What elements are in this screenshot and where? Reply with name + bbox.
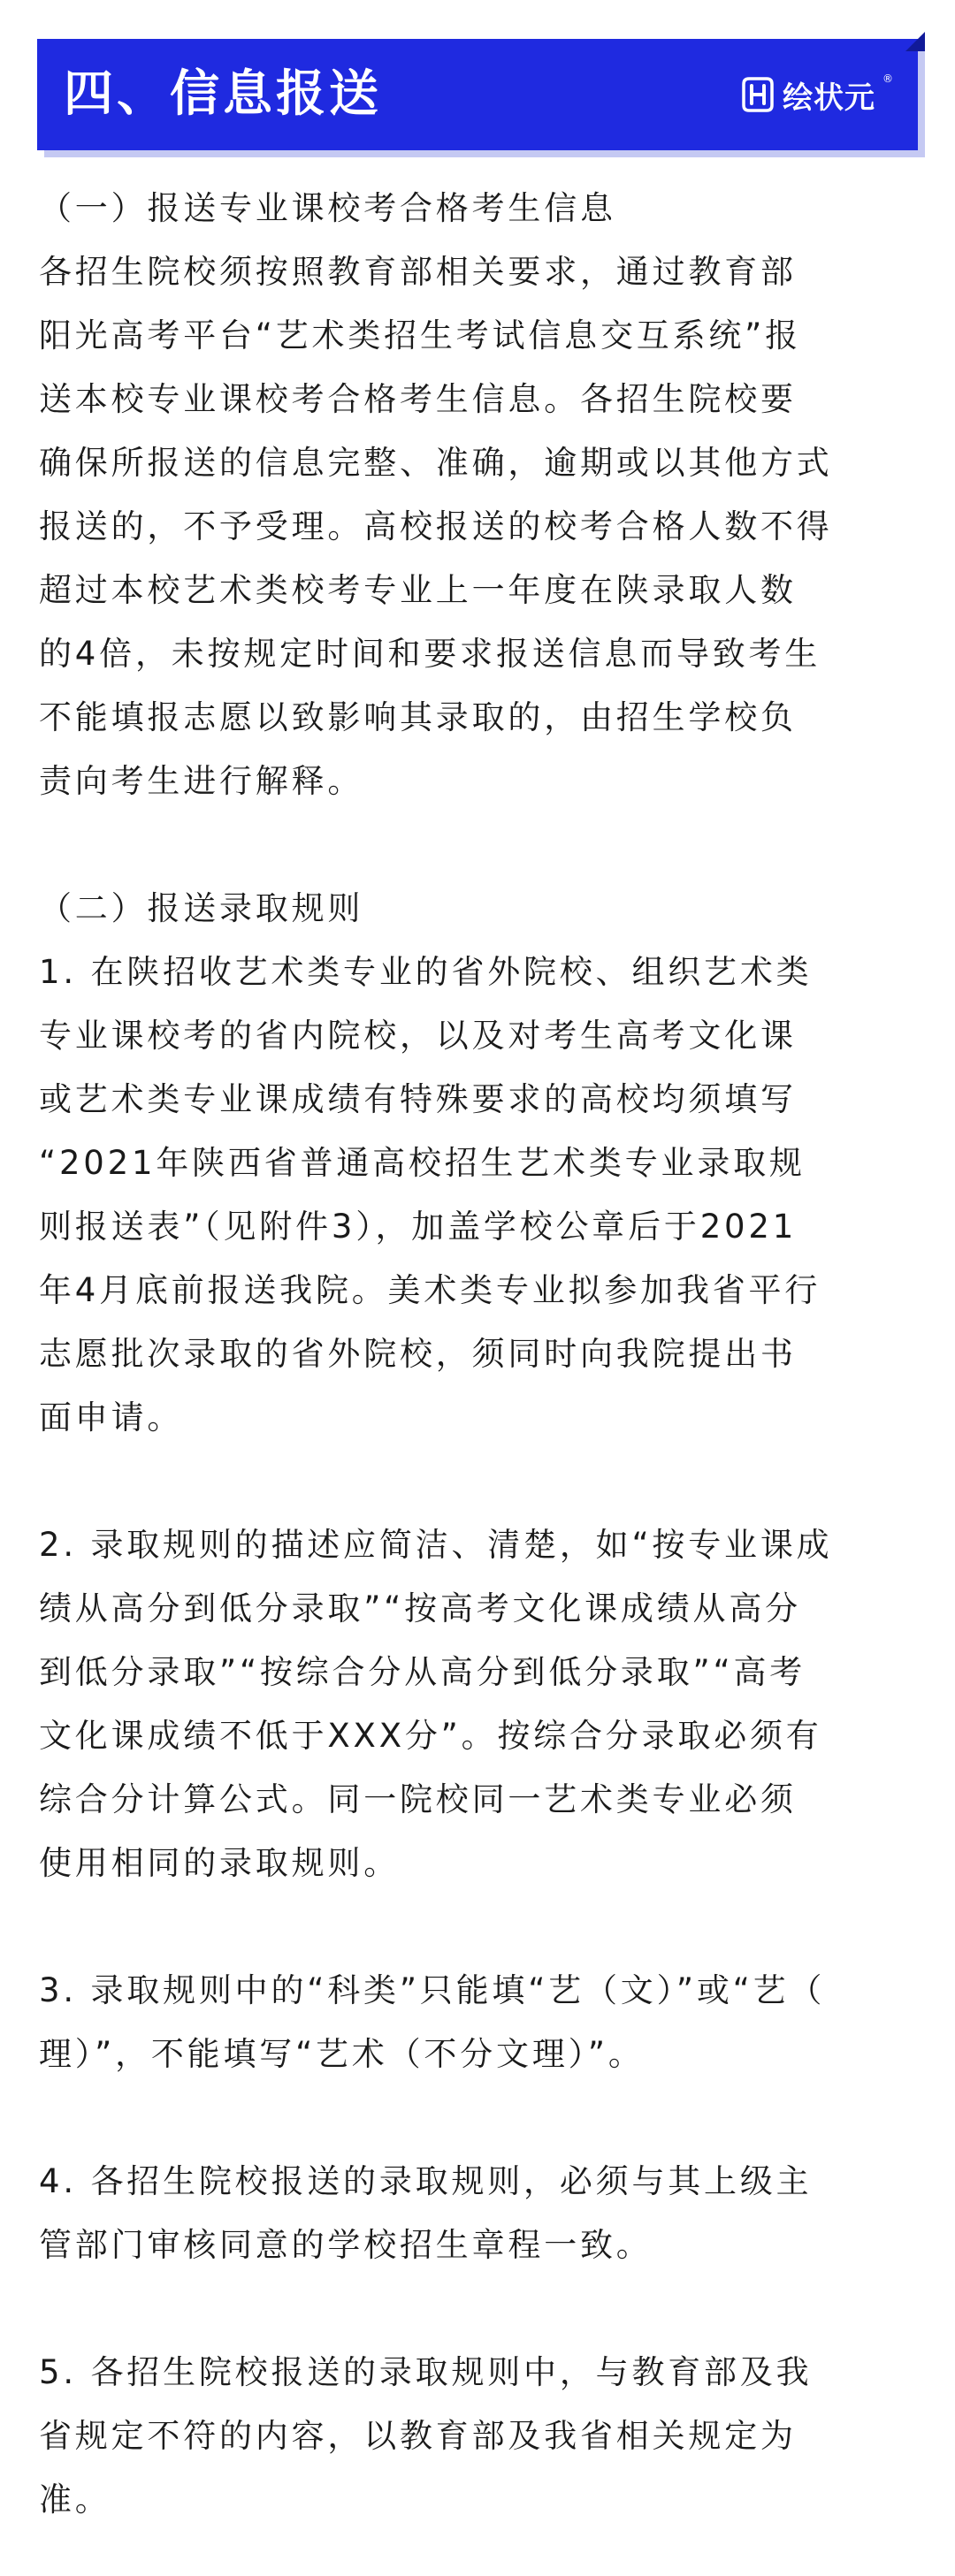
banner-background [37, 39, 918, 150]
paragraph-spacer [39, 813, 920, 877]
brand-logo [740, 72, 893, 117]
paragraph-spacer [39, 1450, 920, 1513]
text-line: 则报送表”（见附件3），加盖学校公章后于2021 [39, 1208, 798, 1246]
paragraph-rule-2 [39, 1513, 920, 1895]
text-line: 文化课成绩不低于XXX分”。按综合分录取必须有 [39, 1717, 822, 1755]
document-body [39, 177, 920, 2532]
text-line: 准。 [39, 2481, 111, 2519]
logo-text: 绘状元 [783, 80, 875, 116]
paragraph-rule-3 [39, 1959, 920, 2086]
logo-registered-mark: ® [882, 72, 893, 85]
logo-mark-icon [740, 75, 775, 114]
text-line: 综合分计算公式。同一院校同一艺术类专业必须 [39, 1780, 797, 1818]
text-line: 阳光高考平台“艺术类招生考试信息交互系统”报 [39, 316, 801, 354]
text-line: 到低分录取”“按综合分从高分到低分录取”“高考 [39, 1653, 806, 1691]
paragraph-rule-4 [39, 2150, 920, 2277]
text-line: 面申请。 [39, 1399, 184, 1437]
banner-corner-fold [905, 32, 925, 51]
text-line: 4. 各招生院校报送的录取规则，必须与其上级主 [39, 2162, 813, 2200]
text-line: （二）报送录取规则 [39, 889, 364, 927]
text-line: 1. 在陕招收艺术类专业的省外院校、组织艺术类 [39, 953, 813, 991]
text-line: 报送的，不予受理。高校报送的校考合格人数不得 [39, 507, 833, 545]
text-line: 理）”，不能填写“艺术（不分文理）”。 [39, 2035, 645, 2073]
paragraph-submit-qualified-candidates [39, 177, 920, 813]
text-line: 使用相同的录取规则。 [39, 1844, 400, 1882]
paragraph-spacer [39, 1895, 920, 1959]
text-line: 确保所报送的信息完整、准确，逾期或以其他方式 [39, 444, 833, 482]
text-line: 专业课校考的省内院校，以及对考生高考文化课 [39, 1017, 797, 1055]
text-line: 不能填报志愿以致影响其录取的，由招生学校负 [39, 698, 797, 736]
text-line: 或艺术类专业课成绩有特殊要求的高校均须填写 [39, 1080, 797, 1118]
text-line: “2021年陕西省普通高校招生艺术类专业录取规 [39, 1144, 806, 1182]
text-line: 3. 录取规则中的“科类”只能填“艺（文）”或“艺（ [39, 1971, 826, 2009]
text-line: 送本校专业课校考合格考生信息。各招生院校要 [39, 380, 797, 418]
text-line: 超过本校艺术类校考专业上一年度在陕录取人数 [39, 571, 797, 609]
text-line: 年4月底前报送我院。美术类专业拟参加我省平行 [39, 1271, 821, 1309]
text-line: 绩从高分到低分录取”“按高考文化课成绩从高分 [39, 1589, 801, 1627]
paragraph-spacer [39, 2086, 920, 2150]
section-title: 四、信息报送 [64, 65, 382, 123]
paragraph-rule-5 [39, 2341, 920, 2532]
text-line: 志愿批次录取的省外院校，须同时向我院提出书 [39, 1335, 797, 1373]
text-line: 2. 录取规则的描述应简洁、清楚，如“按专业课成 [39, 1526, 833, 1564]
text-line: 管部门审核同意的学校招生章程一致。 [39, 2226, 653, 2264]
text-line: 责向考生进行解释。 [39, 762, 364, 800]
text-line: （一）报送专业课校考合格考生信息 [39, 189, 616, 227]
section-header-banner [37, 39, 918, 150]
text-line: 各招生院校须按照教育部相关要求，通过教育部 [39, 253, 797, 291]
text-line: 的4倍，未按规定时间和要求报送信息而导致考生 [39, 635, 821, 673]
paragraph-spacer [39, 2277, 920, 2341]
paragraph-admission-rules [39, 877, 920, 1450]
text-line: 省规定不符的内容，以教育部及我省相关规定为 [39, 2417, 797, 2455]
text-line: 5. 各招生院校报送的录取规则中，与教育部及我 [39, 2353, 813, 2391]
